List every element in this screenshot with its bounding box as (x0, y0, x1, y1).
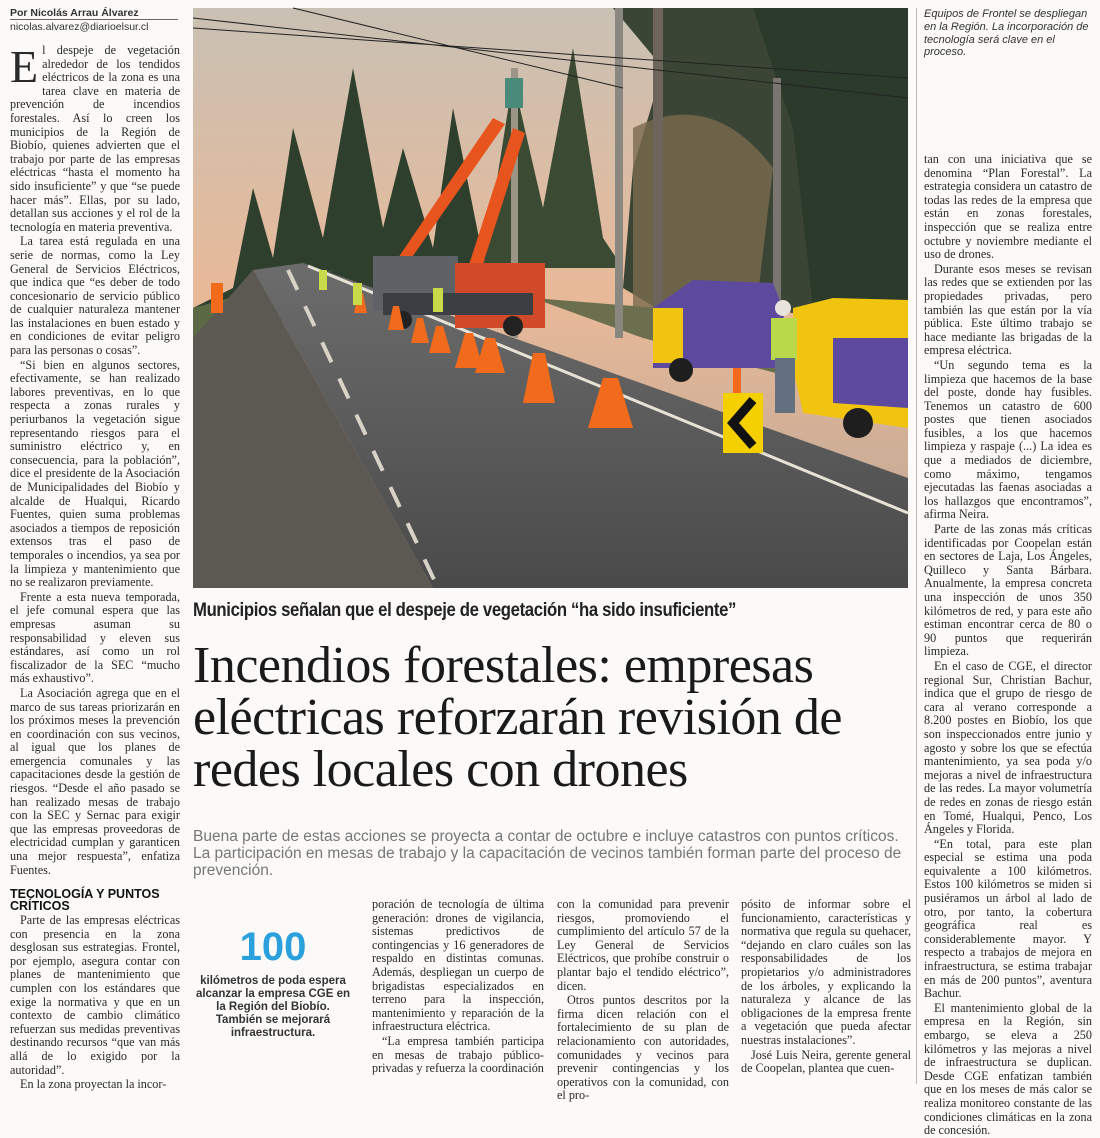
paragraph: En la zona proyectan la incor- (20, 1077, 167, 1092)
paragraph: En el caso de CGE, el director regional Sur, Christian Bachur, indica que el grupo de riesgo de cara al verano corresponde a 8.200 postes en Biobío, los que son inspeccionados entre junio y agosto y sobre los que se efectúa mantenimiento, ya sea poda y/o mejoras a nivel de infraestructura de las redes. La mayor volumetría de redes en zonas de riesgo están en Tomé, Hualqui, Penco, Los Ángeles y Florida. (924, 658, 1092, 837)
article-headline: Incendios forestales: empresas eléctricas reforzarán revisión de redes locales con drones (193, 637, 842, 798)
paragraph: pósito de informar sobre el funcionamiento, características y normativa que regula su quehacer, “dejando en claro cuáles son las responsabilidades de los propietarios y/o administradores de los árboles, y explicando la naturaleza y alcance de las obligaciones de la empresa frente a vegetación que pueda afectar nuestras instalaciones”. (741, 897, 911, 1047)
paragraph: El mantenimiento global de la empresa en la Región, sin embargo, se eleva a 250 kilómetros y las mejoras a nivel de infraestructura se duplican. Desde CGE enfatizan también que en los meses de más calor se realiza monitoreo constante de las condiciones climáticas en la zona de concesión. (924, 1000, 1092, 1138)
paragraph: “La empresa también participa en mesas de trabajo público-privadas y refuerza la coordinación (372, 1033, 544, 1076)
paragraph: José Luis Neira, gerente general de Coopelan, plantea que cuen- (741, 1047, 911, 1076)
paragraph: “Si bien en algunos sectores, efectivamente, se han realizado labores preventivas, en lo que respecta a zonas rurales y periurbanos la vegetación sigue representando riesgos para el suministro eléctrico y, en consecuencia, para la población”, dice el presidente de la Asociación de Municipalidades del Biobío y alcalde de Hualqui, Ricardo Fuentes, quien suma problemas asociados a tiempos de reposición extensos tras el paso de temporales o incendios, ya sea por la limpieza y mantenimiento que no se realizaron previamente. (10, 357, 180, 590)
callout-number: 100 (239, 925, 307, 969)
lead-paragraph-text: l despeje de vegetación alrededor de los tendidos eléctricos de la zona es una tarea clave en materia de prevención de incendios forestales. Así lo creen los municipios de la Región de Biobío, quienes advierten que el trabajo por parte de las empresas eléctricas “hasta el momento ha sido insuficiente” y que “se puede hacer más”. Ellas, por su lado, detallan sus acciones y el rol de la tecnología en materia preventiva. (10, 43, 180, 234)
article-column-4 (741, 898, 911, 1085)
paragraph: poración de tecnología de última generación: drones de vigilancia, sistemas predictivos de contingencias y 16 generadores de respaldo en distintas comunas. Además, despliegan un cuerpo de brigadistas especializados en terreno para la inspección, mantenimiento y reparación de la infraestructura eléctrica. (372, 897, 544, 1034)
roadside-crew-photo-illustration (193, 8, 908, 588)
article-column-3 (557, 897, 729, 1103)
article-column-1 (10, 41, 180, 884)
paragraph: La Asociación agrega que en el marco de sus tareas priorizarán en los próximos meses la prevención en coordinación con sus vecinos, al igual que los planes de emergencia comunales y las capacitaciones desde la gestión de riesgos. “Desde el año pasado se han realizado mesas de trabajo con la SEC y Sernac para exigir que las empresas proveedoras de electricidad cumplan y garanticen una mejor respuesta”, enfatiza Fuentes. (10, 685, 180, 877)
paragraph: Otros puntos descritos por la firma dicen relación con el fortalecimiento de su plan de relacionamiento con autoridades, comunidades y vecinos para prevenir contingencias y los operativos con la comunidad, con el pro- (557, 993, 729, 1103)
section-subhead: TECNOLOGÍA Y PUNTOS CRÍTICOS (10, 887, 160, 913)
byline-author: Por Nicolás Arrau Álvarez (10, 7, 139, 19)
paragraph: Frente a esta nueva temporada, el jefe comunal espera que las empresas asuman su responsabilidad y eleven sus estándares, así como un rol fiscalizador de la SEC “mucho más exhaustivo”. (10, 589, 180, 686)
article-photo (193, 8, 908, 588)
photo-caption: Equipos de Frontel se despliegan en la Región. La incorporación de tecnología será clave en el proceso. (924, 8, 1089, 59)
paragraph: “Un segundo tema es la limpieza que hacemos de la base del poste, donde hay fusibles. Tenemos un catastro de 600 postes que tienen asociados fusibles, a los que hacemos limpieza y raspaje (...) La idea es que a mediados de diciembre, como máximo, tengamos ejecutadas las faenas asociadas a los hallazgos que encontramos”, afirma Neira. (924, 357, 1092, 522)
callout-text: kilómetros de poda espera alcanzar la empresa CGE en la Región del Biobío. También se mejorará infraestructura. (195, 975, 351, 1039)
paragraph: Parte de las empresas eléctricas con presencia en la zona desglosan sus estrategias. Frontel, por ejemplo, asegura contar con planes de mantenimiento que cumplen con los estándares que exige la normativa y que en un contexto de cambio climático refuerzan sus medidas preventivas destinando recursos “que van más allá de lo exigido por la autoridad”. (10, 913, 180, 1077)
article-kicker: Municipios señalan que el despeje de vegetación “ha sido insuficiente” (193, 600, 737, 621)
drop-cap: E (10, 41, 39, 92)
article-deck: Buena parte de estas acciones se proyecta a contar de octubre e incluye catastros con puntos críticos. La participación en mesas de trabajo y la capacitación de vecinos también forman parte del proceso de prevención. (193, 828, 902, 879)
paragraph: La tarea está regulada en una serie de normas, como la Ley General de Servicios Eléctricos, que indica que “es deber de todo concesionario de servicio público de cualquier naturaleza mantener las instalaciones en buen estado y en condiciones de evitar peligro para las personas o cosas”. (10, 234, 180, 358)
paragraph: “En total, para este plan especial se estima una poda equivalente a 100 kilómetros. Estos 100 kilómetros se miden si pusiéramos un árbol al lado de otro, por tanto, la cobertura geográfica real es considerablemente mayor. Y respecto a trabajos de mejora en infraestructura, se estima trabajar en más de 200 puntos”, aventura Bachur. (924, 836, 1092, 1001)
lead-paragraph (10, 41, 180, 234)
byline-divider (10, 19, 178, 20)
article-column-5 (924, 152, 1092, 1138)
paragraph: Parte de las zonas más críticas identificadas por Coopelan están en sectores de Laja, Los Ángeles, Quilleco y Santa Bárbara. Anualmente, la empresa concreta una inspección de unos 350 kilómetros de red, y para este año estiman encontrar cerca de 80 o 90 puntos que requerirán limpieza. (924, 522, 1092, 659)
article-column-2 (372, 898, 544, 1085)
paragraph: Durante esos meses se revisan las redes que se extienden por las propiedades privadas, pero también las que están por la vía pública. Este último trabajo se hace mediante las brigadas de la empresa eléctrica. (924, 261, 1092, 358)
paragraph: con la comunidad para prevenir riesgos, promoviendo el cumplimiento del artículo 57 de la Ley General de Servicios Eléctricos, que prohíbe construir o plantar bajo el tendido eléctrico”, dicen. (557, 897, 729, 993)
byline-email: nicolas.alvarez@diarioelsur.cl (10, 21, 149, 33)
paragraph: tan con una iniciativa que se denomina “Plan Forestal”. La estrategia considera un catastro de todas las redes de la empresa que están en zonas forestales, inspección que se realiza entre octubre y noviembre mediante el uso de drones. (924, 152, 1092, 262)
column-divider (916, 8, 917, 1084)
article-column-1-bottom (10, 913, 180, 1092)
